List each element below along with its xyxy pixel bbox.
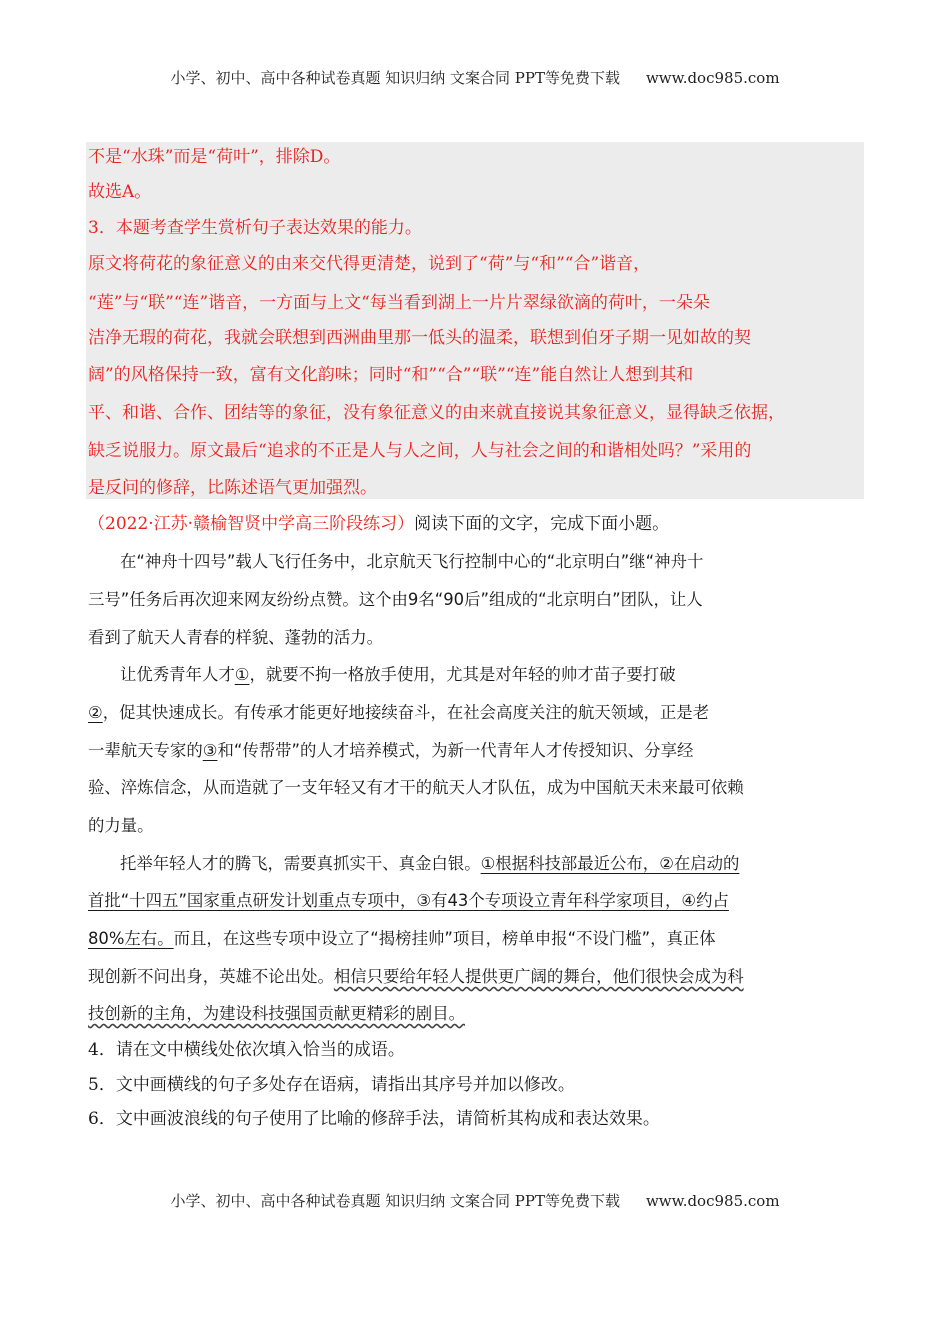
p2-text-c: ，促其快速成长。有传承才能更好地接续奋斗，在社会高度关注的航天领域，正是老 <box>102 703 710 722</box>
answer-line-4: 原文将荷花的象征意义的由来交代得更清楚，说到了“荷”与“和”“合”谐音， <box>88 254 651 274</box>
wavy-sentence-part-2: 技创新的主角，为建设科技强国贡献更精彩的剧目。 <box>88 1004 465 1023</box>
passage-p2-line-5: 的力量。 <box>88 816 154 835</box>
passage-p3-line-4 <box>88 966 744 988</box>
header-site: www.doc985.com <box>645 69 780 87</box>
wavy-sentence-part-1: 相信只要给年轻人提供更广阔的舞台，他们很快会成为科 <box>333 967 744 986</box>
passage-p2-line-1 <box>120 664 676 686</box>
footer-site: www.doc985.com <box>645 1192 780 1210</box>
passage-p3-line-1 <box>120 853 739 875</box>
answer-line-8: 平、和谐、合作、团结等的象征，没有象征意义的由来就直接说其象征意义，显得缺乏依据， <box>88 403 785 423</box>
p3-text-b: 而且，在这些专项中设立了“揭榜挂帅”项目，榜单申报“不设门槛”，真正体 <box>173 929 716 948</box>
question-4: 4．请在文中横线处依次填入恰当的成语。 <box>88 1040 405 1060</box>
p2-text-b: ，就要不拘一格放手使用，尤其是对年轻的帅才苗子要打破 <box>249 665 676 684</box>
passage-p2-line-2 <box>88 702 709 724</box>
blank-3: ③ <box>202 741 218 760</box>
source-line <box>88 513 669 535</box>
underlined-sentence-part-2: 首批“十四五”国家重点研发计划重点专项中，③有43个专项设立青年科学家项目，④约占 <box>88 891 729 910</box>
blank-2: ② <box>88 703 103 722</box>
passage-p3-line-5 <box>88 1003 465 1025</box>
source-tag: （2022·江苏·赣榆智贤中学高三阶段练习） <box>88 514 415 534</box>
answer-line-5: “莲”与“联”“连”谐音，一方面与上文“每当看到湖上一片片翠绿欲滴的荷叶，一朵朵 <box>88 293 710 313</box>
question-5: 5．文中画横线的句子多处存在语病，请指出其序号并加以修改。 <box>88 1075 575 1095</box>
answer-line-6: 洁净无瑕的荷花，我就会联想到西洲曲里那一低头的温柔，联想到伯牙子期一见如故的契 <box>88 328 751 348</box>
p3-text-c: 现创新不问出身，英雄不论出处。 <box>88 967 334 986</box>
passage-p2-line-3 <box>88 740 693 762</box>
p2-text-d: 一辈航天专家的 <box>88 741 203 760</box>
footer-text: 小学、初中、高中各种试卷真题 知识归纳 文案合同 PPT等免费下载 <box>170 1192 620 1210</box>
p2-text-e: 和“传帮带”的人才培养模式，为新一代青年人才传授知识、分享经 <box>217 741 694 760</box>
header-text: 小学、初中、高中各种试卷真题 知识归纳 文案合同 PPT等免费下载 <box>170 69 620 87</box>
page-footer <box>0 1190 950 1211</box>
question-6: 6．文中画波浪线的句子使用了比喻的修辞手法，请简析其构成和表达效果。 <box>88 1109 660 1129</box>
passage-p1-line-1: 在“神舟十四号”载人飞行任务中，北京航天飞行控制中心的“北京明白”继“神舟十 <box>120 552 704 571</box>
answer-line-7: 阔”的风格保持一致，富有文化韵味；同时“和”“合”“联”“连”能自然让人想到其和 <box>88 365 694 385</box>
answer-line-9: 缺乏说服力。原文最后“追求的不正是人与人之间，人与社会之间的和谐相处吗？”采用的 <box>88 441 752 461</box>
passage-p3-line-3 <box>88 928 716 950</box>
passage-p2-line-4: 验、淬炼信念，从而造就了一支年轻又有才干的航天人才队伍，成为中国航天未来最可依赖 <box>88 778 744 797</box>
passage-p1-line-2: 三号”任务后再次迎来网友纷纷点赞。这个由9名“90后”组成的“北京明白”团队，让人 <box>88 590 703 609</box>
answer-line-2: 故选A。 <box>88 182 152 202</box>
answer-line-10: 是反问的修辞，比陈述语气更加强烈。 <box>88 478 377 498</box>
answer-line-1: 不是“水珠”而是“荷叶”，排除D。 <box>88 147 341 167</box>
source-instruction: 阅读下面的文字，完成下面小题。 <box>414 514 670 534</box>
passage-p3-line-2 <box>88 890 729 912</box>
answer-line-3: 3．本题考查学生赏析句子表达效果的能力。 <box>88 218 422 238</box>
underlined-sentence-part-1: ①根据科技部最近公布，②在启动的 <box>480 854 740 873</box>
page-header <box>0 67 950 88</box>
p2-text-a: 让优秀青年人才 <box>120 665 235 684</box>
passage-p1-line-3: 看到了航天人青春的样貌、蓬勃的活力。 <box>88 628 384 647</box>
underlined-sentence-part-3: 80%左右。 <box>88 929 174 948</box>
p3-text-a: 托举年轻人才的腾飞，需要真抓实干、真金白银。 <box>120 854 481 873</box>
blank-1: ① <box>234 665 250 684</box>
